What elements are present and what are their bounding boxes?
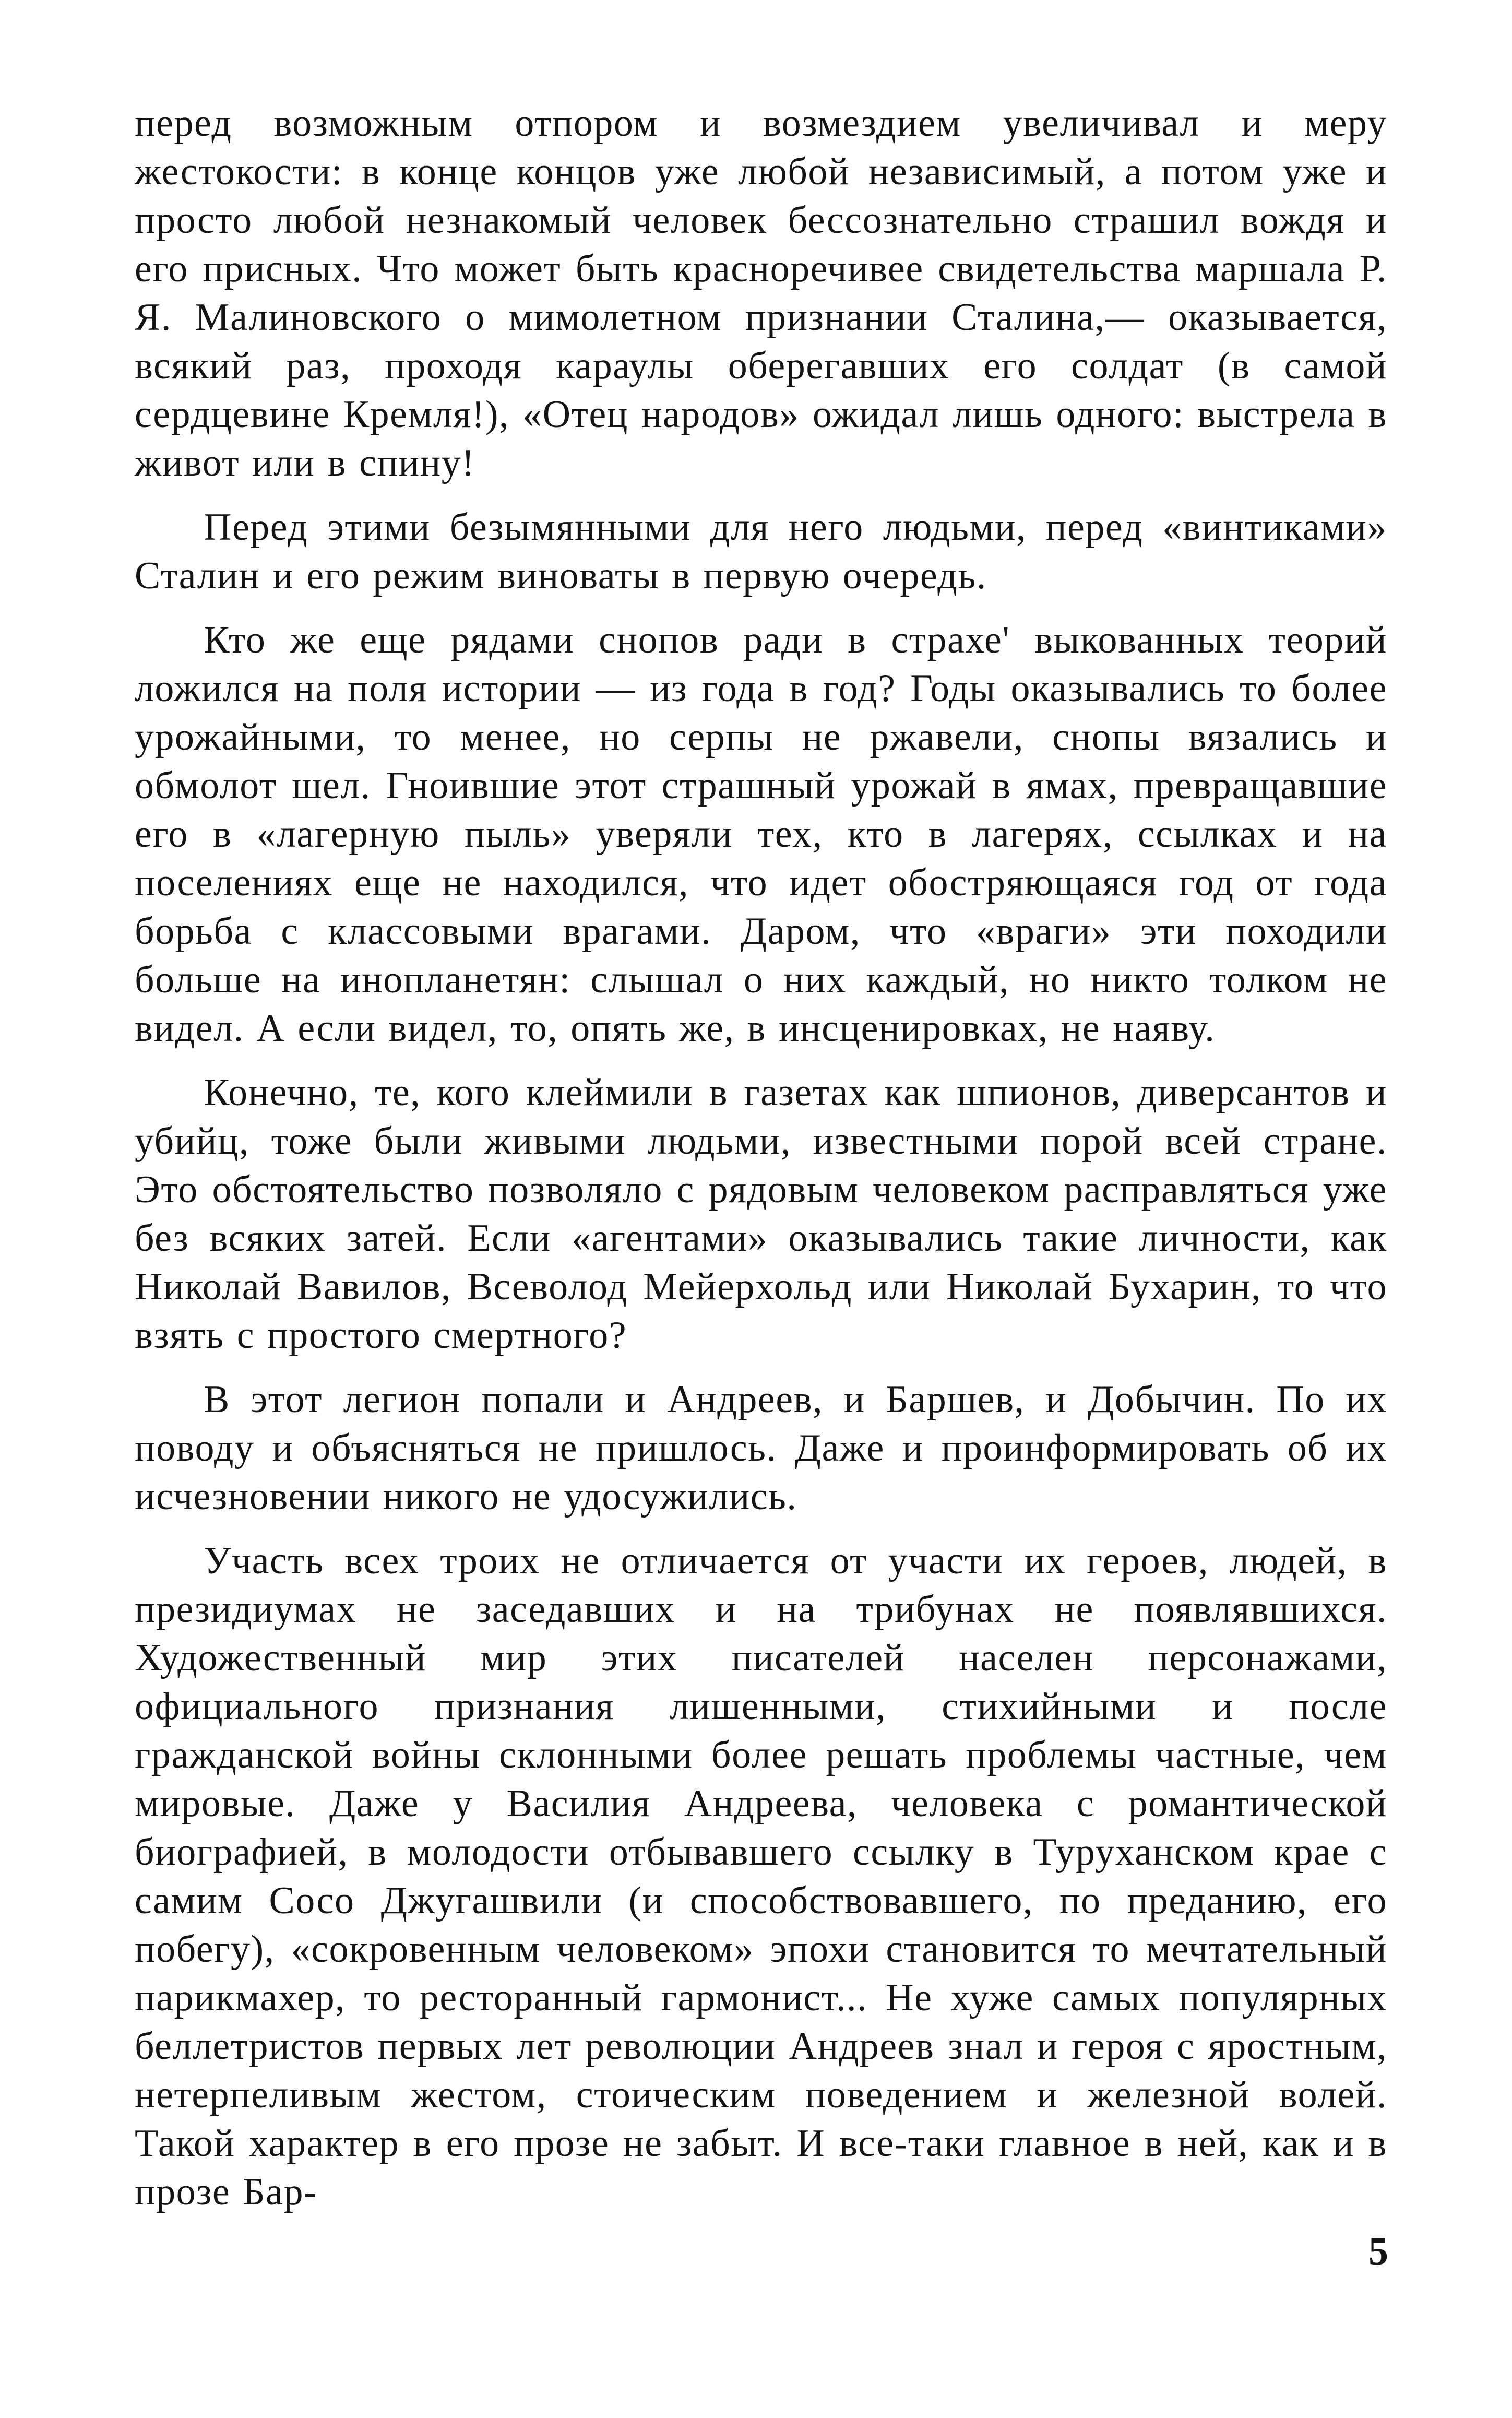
paragraph-1: перед возможным отпором и возмездием увеличивал и меру жестокости: в конце концов уже любой независимый, а потом уже и просто любой незнакомый человек бессознательно страшил вождя и его присных. Что может быть красноречивее свидетельства маршала Р. Я. Малиновского о мимолетном признании Сталина,— оказывается, всякий раз, проходя караулы оберегавших его солдат (в самой сердцевине Кремля!), «Отец народов» ожидал лишь одного: выстрела в живот или в спину! <box>135 102 1387 484</box>
body-text <box>135 99 1387 2232</box>
paragraph-6: Участь всех троих не отличается от участи их героев, людей, в президиумах не заседавших и на трибунах не появлявшихся. Художественный мир этих писателей населен персонажами, официального признания лишенными, стихийными и после гражданской войны склонными более решать проблемы частные, чем мировые. Даже у Василия Андреева, человека с романтической биографией, в молодости отбывавшего ссылку в Туруханском крае с самим Сосо Джугашвили (и способствовавшего, по преданию, его побегу), «сокровенным человеком» эпохи становится то мечтательный парикмахер, то ресторанный гармонист... Не хуже самых популярных беллетристов первых лет революции Андреев знал и героя с яростным, нетерпеливым жестом, стоическим поведением и железной волей. Такой характер в его прозе не забыт. И все-таки главное в ней, как и в прозе Бар- <box>135 1539 1387 2213</box>
paragraph-2: Перед этими безымянными для него людьми, перед «винтиками» Сталин и его режим виноваты в первую очередь. <box>135 506 1387 597</box>
page-number: 5 <box>1368 2230 1388 2273</box>
paragraph-5: В этот легион попали и Андреев, и Баршев, и Добычин. По их поводу и объясняться не пришлось. Даже и проинформировать об их исчезновении никого не удосужились. <box>135 1378 1387 1518</box>
paragraph-3: Кто же еще рядами снопов ради в страхе' выкованных теорий ложился на поля истории — из года в год? Годы оказывались то более урожайными, то менее, но серпы не ржавели, снопы вязались и обмолот шел. Гноившие этот страшный урожай в ямах, превращавшие его в «лагерную пыль» уверяли тех, кто в лагерях, ссылках и на поселениях еще не находился, что идет обостряющаяся год от года борьба с классовыми врагами. Даром, что «враги» эти походили больше на инопланетян: слышал о них каждый, но никто толком не видел. А если видел, то, опять же, в инсценировках, не наяву. <box>135 619 1387 1050</box>
paragraph-4: Конечно, те, кого клеймили в газетах как шпионов, диверсантов и убийц, тоже были живыми людьми, известными порой всей стране. Это обстоятельство позволяло с рядовым человеком расправляться уже без всяких затей. Если «агентами» оказывались такие личности, как Николай Вавилов, Всеволод Мейерхольд или Николай Бухарин, то что взять с простого смертного? <box>135 1071 1387 1357</box>
